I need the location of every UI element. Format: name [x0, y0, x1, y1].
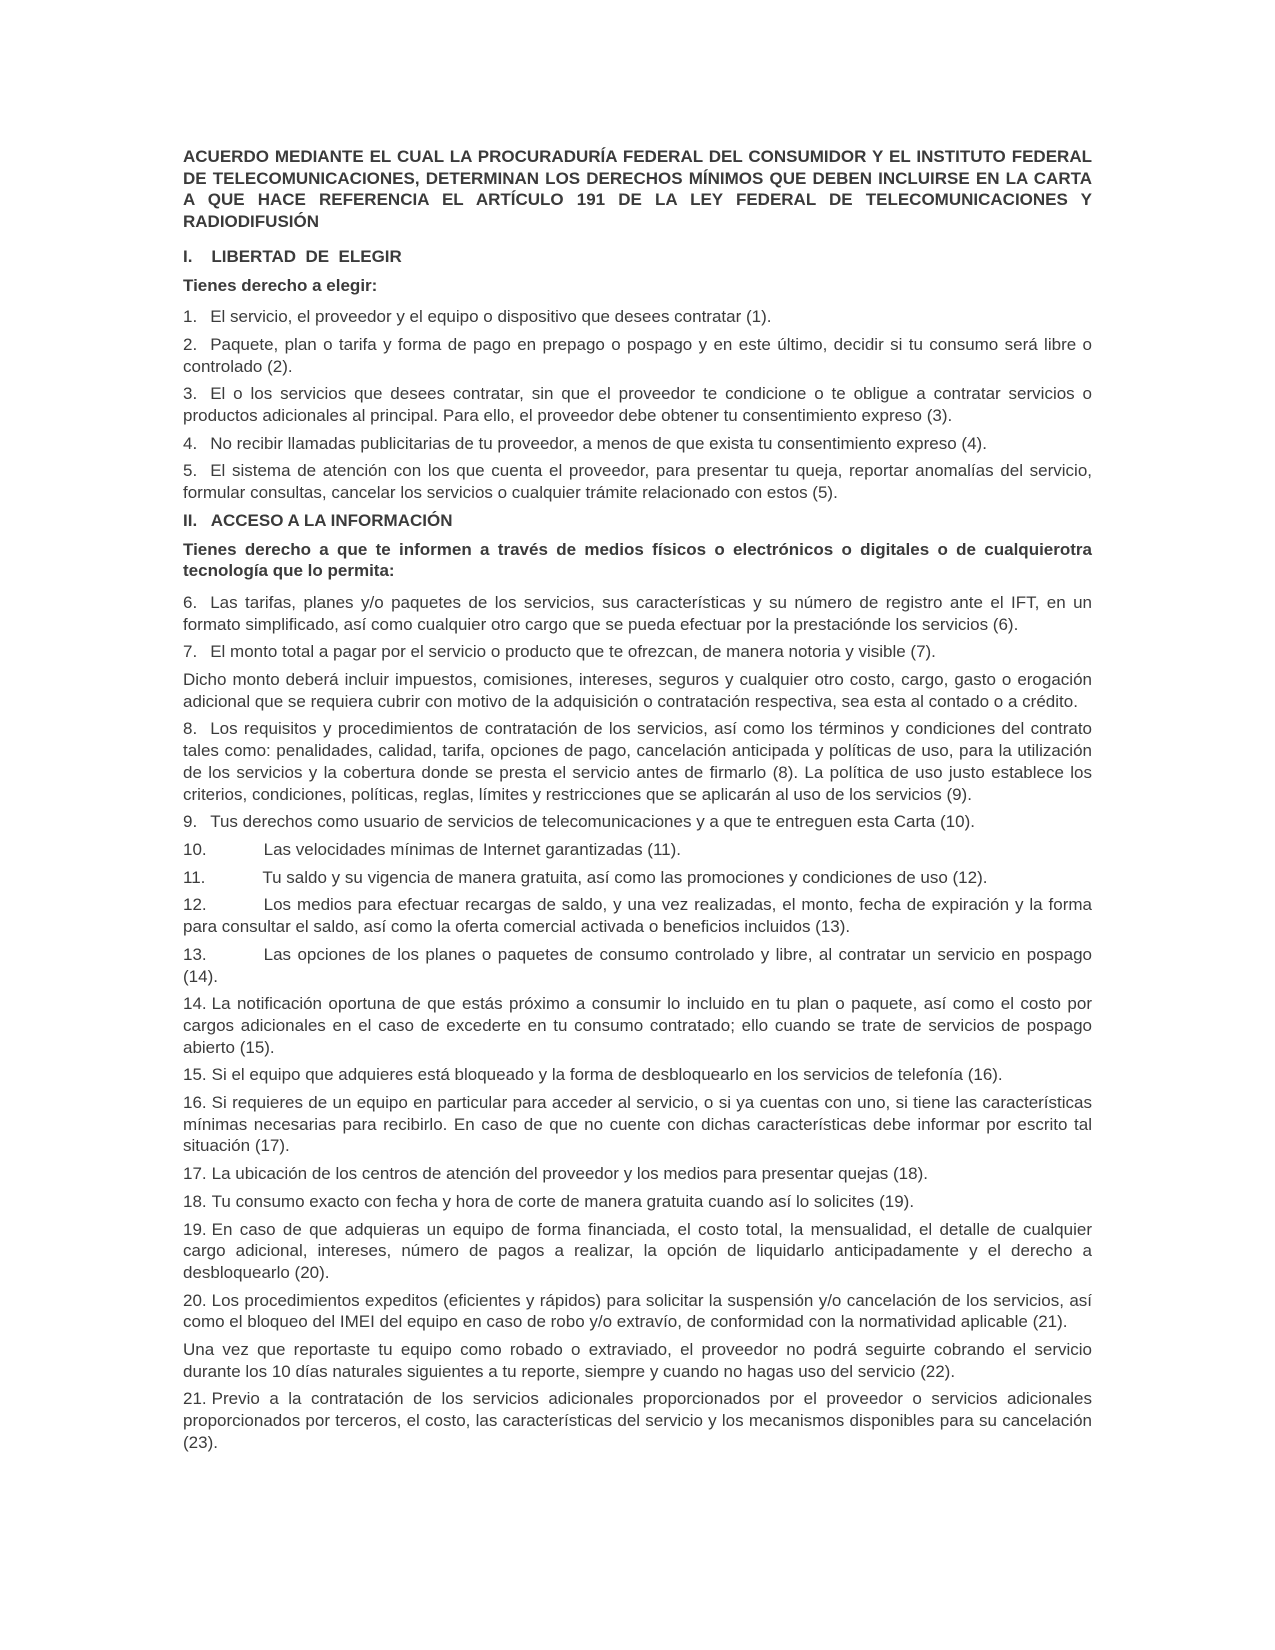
paragraph-text: I. LIBERTAD DE ELEGIR	[183, 246, 402, 266]
paragraph-text: Tu consumo exacto con fecha y hora de corte de manera gratuita cuando así lo solicites (19).	[211, 1191, 915, 1211]
paragraph-text: La notificación oportuna de que estás próximo a consumir lo incluido en tu plan o paquete, así como el costo por cargos adicionales en el caso de excederte en tu consumo contratado; ello cuando se trate de servicios de pospago abierto (15).	[183, 994, 1092, 1057]
item-number: 21.	[183, 1389, 207, 1409]
paragraph-text: Dicho monto deberá incluir impuestos, comisiones, intereses, seguros y cualquier otro costo, cargo, gasto o erogación adicional que se requiera cubrir con motivo de la adquisición o contratación respectiva, sea esta al contado o a crédito.	[183, 670, 1092, 711]
document-content	[183, 146, 1092, 1460]
paragraph-text: El o los servicios que desees contratar, sin que el proveedor te condicione o te obligue a contratar servicios o productos adicionales al principal. Para ello, el proveedor debe obtener tu consentimiento expreso (3).	[183, 384, 1092, 426]
numbered-item	[183, 1064, 1092, 1086]
number-gap	[205, 882, 262, 883]
paragraph-text: Las opciones de los planes o paquetes de consumo controlado y libre, al contratar un servicio en pospago (14).	[183, 944, 1092, 986]
number-gap	[197, 349, 210, 350]
number-gap	[197, 826, 210, 827]
document-title	[183, 146, 1092, 233]
number-gap	[197, 448, 210, 449]
paragraph-text: ACUERDO MEDIANTE EL CUAL LA PROCURADURÍA FEDERAL DEL CONSUMIDOR Y EL INSTITUTO FEDERAL DE TELECOMUNICACIONES, DETERMINAN LOS DERECHOS MÍNIMOS QUE DEBEN INCLUIRSE EN LA CARTA A QUE HACE REFERENCIA EL ARTÍCULO 191 DE LA LEY FEDERAL DE TELECOMUNICACIONES Y RADIODIFUSIÓN	[183, 147, 1092, 232]
numbered-item	[183, 1092, 1092, 1157]
paragraph-text: No recibir llamadas publicitarias de tu proveedor, a menos de que exista tu consentimiento expreso (4).	[210, 433, 987, 453]
number-gap	[197, 321, 210, 322]
paragraph-text: II. ACCESO A LA INFORMACIÓN	[183, 510, 453, 530]
number-gap	[197, 656, 210, 657]
paragraph-text: Los requisitos y procedimientos de contratación de los servicios, así como los términos y condiciones del contrato tales como: penalidades, calidad, tarifa, opciones de pago, cancelación anticipada y políticas de uso, para la utilización de los servicios y la cobertura donde se presta el servicio antes de firmarlo (8). La política de uso justo establece los criterios, condiciones, políticas, reglas, límites y restricciones que se aplicarán al uso de los servicios (9).	[183, 719, 1092, 804]
item-number: 1.	[183, 307, 198, 327]
item-number: 18.	[183, 1191, 207, 1211]
paragraph-text: Los medios para efectuar recargas de saldo, y una vez realizadas, el monto, fecha de expiración y la forma para consultar el saldo, así como la oferta comercial activada o beneficios incluidos (13).	[183, 895, 1092, 937]
paragraph-text: La ubicación de los centros de atención del proveedor y los medios para presentar quejas (18).	[211, 1164, 928, 1184]
paragraph-text: Tienes derecho a que te informen a través de medios físicos o electrónicos o digitales o de cualquierotra tecnología que lo permita:	[183, 539, 1092, 581]
paragraph-text: Tu saldo y su vigencia de manera gratuita, así como las promociones y condiciones de uso (12).	[262, 867, 988, 887]
paragraph-text: Paquete, plan o tarifa y forma de pago en prepago o pospago y en este último, decidir si tu consumo será libre o controlado (2).	[183, 334, 1092, 376]
numbered-item	[183, 1191, 1092, 1213]
section-heading	[183, 246, 1092, 268]
numbered-item	[183, 334, 1092, 377]
item-number: 13.	[183, 944, 207, 964]
item-number: 15.	[183, 1065, 207, 1085]
numbered-item	[183, 433, 1092, 455]
number-gap	[207, 909, 264, 910]
paragraph-text: Tienes derecho a elegir:	[183, 275, 378, 295]
numbered-item	[183, 839, 1092, 861]
paragraph-text: Una vez que reportaste tu equipo como robado o extraviado, el proveedor no podrá seguirte cobrando el servicio durante los 10 días naturales siguientes a tu reporte, siempre y cuando no hagas uso del servicio (22).	[183, 1340, 1092, 1381]
paragraph-text: Si requieres de un equipo en particular para acceder al servicio, o si ya cuentas con uno, si tiene las características mínimas necesarias para recibirlo. En caso de que no cuente con dichas características debe informar por escrito tal situación (17).	[183, 1093, 1092, 1156]
numbered-item	[183, 306, 1092, 328]
item-number: 20.	[183, 1290, 207, 1310]
numbered-item	[183, 641, 1092, 663]
paragraph-text: El monto total a pagar por el servicio o producto que te ofrezcan, de manera notoria y visible (7).	[210, 642, 936, 662]
number-gap	[207, 959, 264, 960]
paragraph-text: Las tarifas, planes y/o paquetes de los servicios, sus características y su número de registro ante el IFT, en un formato simplificado, así como cualquier otro cargo que se pueda efectuar por la prestaciónde los servicios (6).	[183, 592, 1092, 634]
number-gap	[197, 733, 210, 734]
numbered-item	[183, 383, 1092, 426]
numbered-item	[183, 592, 1092, 635]
item-number: 7.	[183, 642, 198, 662]
number-gap	[197, 398, 210, 399]
number-gap	[207, 854, 264, 855]
paragraph-text: El sistema de atención con los que cuenta el proveedor, para presentar tu queja, reportar anomalías del servicio, formular consultas, cancelar los servicios o cualquier trámite relacionado con estos (5).	[183, 461, 1092, 503]
paragraph-text: Si el equipo que adquieres está bloqueado y la forma de desbloquearlo en los servicios de telefonía (16).	[211, 1065, 1003, 1085]
body-paragraph	[183, 1339, 1092, 1382]
numbered-item	[183, 1290, 1092, 1333]
numbered-item	[183, 460, 1092, 503]
numbered-item	[183, 867, 1092, 889]
item-number: 12.	[183, 895, 207, 915]
paragraph-text: Los procedimientos expeditos (eficientes y rápidos) para solicitar la suspensión y/o cancelación de los servicios, así como el bloqueo del IMEI del equipo en caso de robo y/o extravío, de conformidad con la normatividad aplicable (21).	[183, 1290, 1092, 1332]
paragraph-text: Tus derechos como usuario de servicios de telecomunicaciones y a que te entreguen esta Carta (10).	[210, 812, 975, 832]
body-paragraph	[183, 539, 1092, 582]
numbered-item	[183, 944, 1092, 987]
item-number: 3.	[183, 384, 198, 404]
body-paragraph	[183, 275, 1092, 297]
numbered-item	[183, 894, 1092, 937]
numbered-item	[183, 1163, 1092, 1185]
paragraph-text: El servicio, el proveedor y el equipo o dispositivo que desees contratar (1).	[210, 307, 772, 327]
item-number: 4.	[183, 433, 198, 453]
item-number: 6.	[183, 592, 198, 612]
item-number: 16.	[183, 1093, 207, 1113]
section-heading	[183, 510, 1092, 532]
item-number: 2.	[183, 334, 198, 354]
numbered-item	[183, 1219, 1092, 1284]
item-number: 19.	[183, 1219, 207, 1239]
body-paragraph	[183, 669, 1092, 712]
paragraph-text: Las velocidades mínimas de Internet garantizadas (11).	[263, 839, 681, 859]
numbered-item	[183, 1388, 1092, 1453]
item-number: 17.	[183, 1164, 207, 1184]
item-number: 8.	[183, 719, 198, 739]
item-number: 11.	[183, 867, 206, 887]
item-number: 14.	[183, 994, 207, 1014]
number-gap	[197, 607, 210, 608]
paragraph-text: En caso de que adquieras un equipo de forma financiada, el costo total, la mensualidad, el detalle de cualquier cargo adicional, intereses, número de pagos a realizar, la opción de liquidarlo anticipadamente y el derecho a desbloquearlo (20).	[183, 1219, 1092, 1282]
number-gap	[197, 475, 210, 476]
item-number: 5.	[183, 461, 198, 481]
numbered-item	[183, 718, 1092, 805]
item-number: 10.	[183, 839, 207, 859]
numbered-item	[183, 993, 1092, 1058]
paragraph-text: Previo a la contratación de los servicios adicionales proporcionados por el proveedor o servicios adicionales proporcionados por terceros, el costo, las características del servicio y los mecanismos disponibles para su cancelación (23).	[183, 1389, 1092, 1452]
item-number: 9.	[183, 812, 198, 832]
numbered-item	[183, 811, 1092, 833]
